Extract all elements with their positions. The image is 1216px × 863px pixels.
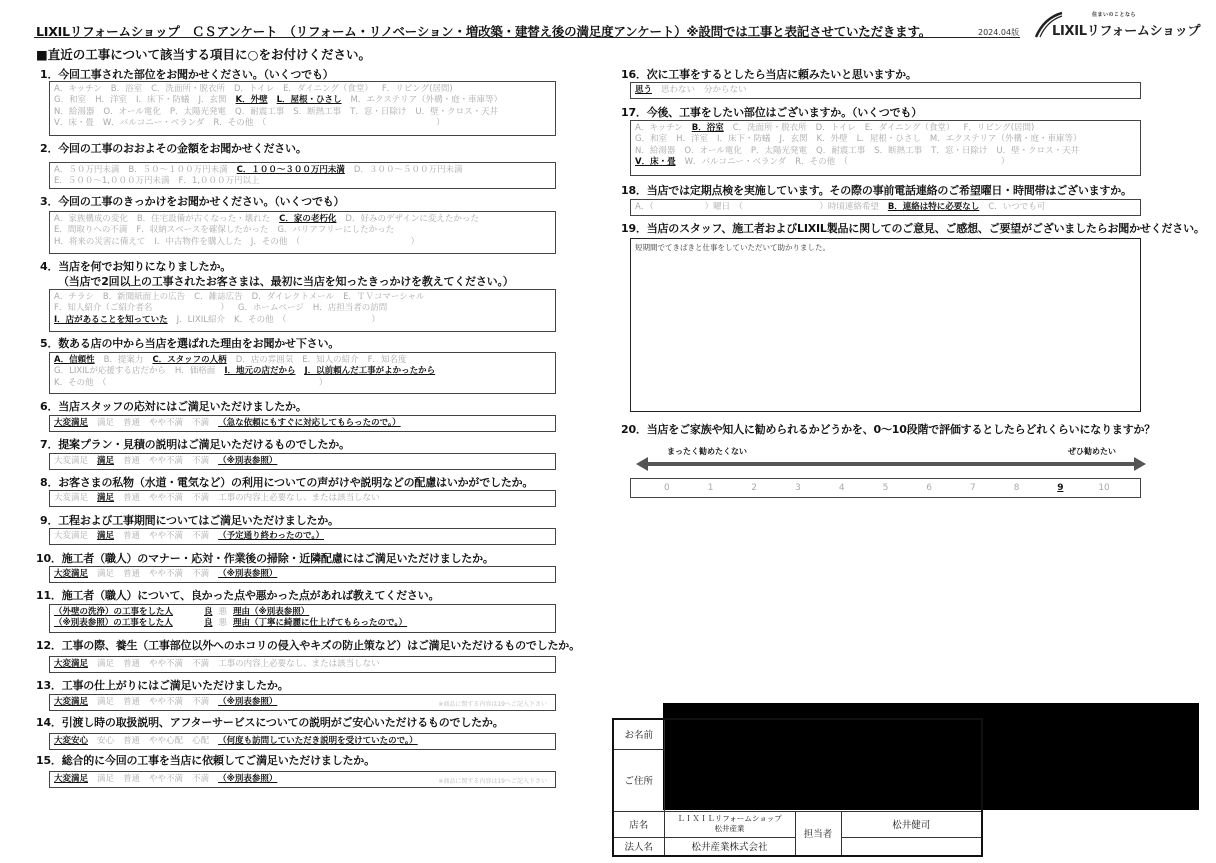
q16-options (630, 82, 1141, 99)
shop-value (664, 811, 795, 837)
option-line (54, 225, 551, 236)
option[interactable]: A．（ ）曜日 （ ）時頃連絡希望 (635, 202, 879, 212)
option[interactable]: I．床下・防蟻 (717, 134, 771, 145)
bad-option[interactable]: 悪 (218, 607, 228, 617)
option-line (635, 134, 1136, 145)
reason-text: 理由（※別表参照） (233, 607, 310, 617)
q19-answer-box[interactable] (630, 238, 1141, 412)
address-label: ご住所 (613, 749, 664, 811)
option[interactable]: 普通 (123, 418, 141, 428)
option[interactable]: D．ダイレクトメール (251, 292, 335, 302)
option-line (54, 237, 551, 248)
option-line (54, 95, 551, 106)
option[interactable]: D．トイレ (234, 84, 275, 94)
q18-options (630, 199, 1141, 216)
customer-info-table (612, 718, 983, 857)
option-line (54, 84, 551, 95)
q6-title: 6．当店スタッフの応対にはご満足いただけましたか。 (40, 400, 307, 413)
option[interactable]: E．５００～1,０００万円未満 (54, 176, 170, 187)
option[interactable]: C．洗面所・脱衣所 (151, 84, 226, 94)
option[interactable]: U．壁・クロス・天井 (996, 145, 1080, 156)
selected-option[interactable]: C．１００～３００万円未満 (236, 165, 345, 175)
option[interactable]: V．床・畳 (54, 117, 94, 128)
q2-title: 2．今回の工事のおおよその金額をお聞かせください。 (40, 142, 307, 155)
option[interactable]: 普通 (123, 456, 141, 466)
selected-option[interactable]: 満足 (97, 493, 115, 503)
option[interactable]: やや不満 (149, 569, 184, 579)
q13-title: 13．工事の仕上がりにはご満足いただけましたか。 (36, 679, 289, 692)
option[interactable]: O．オール電化 (684, 145, 742, 156)
option[interactable]: R．その他 （ ） (795, 156, 1010, 167)
option[interactable]: H．洋室 (95, 95, 127, 106)
document-title: LIXILリフォームショップ ＣＳアンケート （リフォーム・リノベーション・増改築・建替え後の満足度アンケート）※設問では工事と表記させていただきます。 (36, 24, 932, 39)
option[interactable]: A．キッチン (635, 123, 683, 133)
option[interactable]: C．雑誌広告 (194, 292, 243, 302)
scale-value-3[interactable]: 3 (795, 483, 801, 493)
option[interactable]: F．リビング(居間) (381, 84, 453, 94)
worker-row (54, 607, 551, 618)
option[interactable]: 普通 (123, 569, 141, 579)
q12-options (49, 656, 556, 673)
option[interactable]: やや不満 (149, 493, 184, 503)
worker-label: （※別表参照）の工事をした人 (54, 618, 173, 629)
q17-options (630, 120, 1141, 176)
option[interactable]: S．断熱工事 (293, 106, 342, 117)
q14-options (49, 733, 556, 750)
option[interactable]: L．屋根・ひさし (856, 134, 921, 145)
option[interactable]: J．その他 （ ） (250, 236, 420, 247)
option[interactable]: 普通 (123, 774, 141, 784)
option[interactable]: 安心 (97, 736, 115, 746)
option[interactable]: B．浴室 (110, 84, 143, 94)
scale-value-4[interactable]: 4 (838, 483, 845, 493)
option[interactable]: 不満 (192, 493, 210, 503)
option[interactable]: M．エクステリア（外構・庭・車庫等） (929, 134, 1082, 145)
version-label: 2024.04版 (978, 28, 1020, 37)
selected-option[interactable]: 大変満足 (54, 697, 89, 707)
option[interactable]: B．提案力 (103, 355, 144, 365)
comment-text: （※別表参照） (218, 456, 278, 466)
selected-option[interactable]: 満足 (97, 456, 115, 466)
corp-label: 法人名 (613, 837, 664, 856)
option[interactable]: I．床下・防蟻 (136, 95, 190, 106)
option[interactable]: F．リビング(居間) (963, 123, 1035, 133)
selected-option[interactable]: C．スタッフの人柄 (152, 355, 227, 365)
q2-options (49, 162, 556, 189)
option-line (54, 418, 551, 429)
option[interactable]: G．LIXILが応援する店だから (54, 366, 166, 377)
q10-options (49, 566, 556, 583)
option[interactable]: 満足 (97, 569, 115, 579)
good-option[interactable]: 良 (204, 607, 213, 617)
q3-options (49, 211, 556, 254)
q7-options (49, 453, 556, 470)
option-line (54, 315, 551, 326)
option[interactable]: H．将来の災害に備えて (54, 236, 146, 247)
q8-options (49, 490, 556, 507)
section-title: ■直近の工事について該当する項目に○をお付けください。 (36, 47, 371, 62)
option-line (54, 366, 551, 377)
option[interactable]: やや心配 (149, 736, 184, 746)
option[interactable]: H．洋室 (676, 134, 708, 145)
option-line (635, 202, 1136, 213)
q4-subtitle: （当店で2回以上の工事されたお客さまは、最初に当店を知ったきっかけを教えてください。） (58, 275, 514, 288)
option[interactable]: H．価格面 (174, 366, 216, 377)
option[interactable]: I．中古物件を購入した (154, 236, 242, 247)
q11-title: 11．施工者（職人）について、良かった点や悪かった点があれば教えてください。 (36, 589, 440, 602)
option[interactable]: 満足 (97, 774, 115, 784)
q9-title: 9．工程および工事期間についてはご満足いただけましたか。 (40, 514, 339, 527)
lixil-logo (1034, 10, 1201, 40)
option[interactable]: 大変満足 (54, 456, 89, 466)
selected-option[interactable]: 大変満足 (54, 418, 89, 428)
option[interactable]: 普通 (123, 736, 141, 746)
option[interactable]: K．その他 （ ） (234, 314, 380, 325)
option-line (54, 493, 551, 504)
option[interactable]: D．好みのデザインに変えたかった (345, 214, 479, 224)
option[interactable]: P．太陽光発電 (169, 106, 227, 117)
option-line (54, 118, 551, 129)
option[interactable]: W．バルコニー・ベランダ (102, 117, 205, 128)
q17-title: 17．今後、工事をしたい部位はございますか。（いくつでも） (621, 106, 923, 119)
option[interactable]: E．間取りへの不満 (54, 225, 128, 236)
option-line (635, 123, 1136, 134)
q14-title: 14．引渡し時の取扱説明、アフターサービスについての説明がご安心いただけるものでしたか。 (36, 716, 504, 729)
option[interactable]: J．玄関 (198, 95, 227, 106)
option[interactable]: 不満 (192, 531, 210, 541)
q20-title: 20．当店をご家族や知人に勧められるかどうかを、0～10段階で評価するとしたらどれくらいになりますか？ (621, 423, 1156, 436)
option-line (54, 176, 551, 187)
option[interactable]: W．バルコニー・ベランダ (684, 156, 787, 167)
selected-option[interactable]: A．信頼性 (54, 355, 95, 365)
selected-option[interactable]: K．外壁 (235, 95, 268, 106)
scale-value-1[interactable]: 1 (707, 483, 714, 493)
selected-option[interactable]: I．地元の店だから (224, 366, 296, 377)
option[interactable]: E．知人の紹介 (302, 355, 359, 365)
option-line (54, 569, 551, 580)
option[interactable]: E．ダイニング（食堂） (283, 84, 373, 94)
option[interactable]: 工事の内容上必要なし、または該当しない (218, 493, 380, 503)
scale-value-8[interactable]: 8 (1013, 483, 1020, 493)
option[interactable]: N．給湯器 (635, 145, 676, 156)
option[interactable]: 大変満足 (54, 493, 89, 503)
logo-tagline: 住まいのことなら (1092, 12, 1137, 18)
logo-name: LIXILリフォームショップ (1052, 24, 1201, 39)
shop-label: 店名 (613, 811, 664, 837)
option[interactable]: T．窓・日除け (931, 145, 988, 156)
option-line (54, 214, 551, 225)
q13-options (49, 694, 556, 711)
option[interactable]: Q．耐震工事 (235, 106, 285, 117)
scale-label-right: ぜひ勧めたい (1068, 447, 1116, 456)
selected-option[interactable]: B．連絡は特に必要なし (887, 202, 980, 212)
q1-options (49, 81, 556, 136)
good-option[interactable]: 良 (204, 618, 213, 629)
q12-title: 12．工事の際、養生（工事部位以外へのホコリの侵入やキズの防止策など）はご満足いただけるものでしたか。 (36, 639, 580, 652)
option[interactable]: 普通 (123, 659, 141, 669)
option[interactable]: やや不満 (149, 659, 184, 669)
option[interactable]: F．知人紹介（ご紹介者名 ） (54, 303, 229, 314)
option-line (635, 85, 1136, 96)
q8-title: 8．お客さまの私物（水道・電気など）の利用についての声がけや説明などの配慮はいかがでしたか。 (40, 476, 534, 489)
selected-option[interactable]: 大変満足 (54, 774, 89, 784)
bad-option[interactable]: 悪 (218, 618, 228, 629)
scale-value-2[interactable]: 2 (751, 483, 758, 493)
selected-option[interactable]: J．以前頼んだ工事がよかったから (304, 366, 436, 377)
option-line (54, 456, 551, 467)
option[interactable]: 大変満足 (54, 531, 89, 541)
note-text: ※商品に関する内容は19へご記入下さい (438, 701, 547, 708)
scale-label-left: まったく勧めたくない (667, 447, 747, 456)
option[interactable]: B．新聞紙面上の広告 (102, 292, 186, 302)
option[interactable]: J．玄関 (779, 134, 808, 145)
option[interactable]: 満足 (97, 418, 115, 428)
option[interactable]: J．LIXIL紹介 (176, 314, 225, 325)
q1-title: 1．今回工事された部位をお聞かせください。（いくつでも） (40, 68, 334, 81)
selected-option[interactable]: 思う (635, 85, 653, 95)
option-line (54, 165, 551, 176)
option[interactable]: F．1,０００万円以上 (178, 176, 260, 187)
option[interactable]: O．オール電化 (103, 106, 161, 117)
option[interactable]: T．窓・日除け (350, 106, 407, 117)
q7-title: 7．提案プラン・見積の説明はご満足いただけるものでしたか。 (40, 438, 350, 451)
selected-option[interactable]: 大変安心 (54, 736, 89, 746)
option[interactable]: 心配 (192, 736, 210, 746)
option[interactable]: K．その他 （ ） (54, 377, 328, 388)
option[interactable]: やや不満 (149, 774, 184, 784)
staff-value: 松井健司 (841, 811, 982, 837)
q16-title: 16．次に工事をするとしたら当店に頼みたいと思いますか。 (621, 68, 917, 81)
option[interactable]: 不満 (192, 659, 210, 669)
name-label: お名前 (613, 719, 664, 749)
comment-text: （予定通り終わったので。） (218, 531, 325, 541)
comment-text: （急な依頼にもすぐに対応してもらったので。） (218, 418, 401, 428)
option[interactable]: C．いつでも可 (988, 202, 1046, 212)
option[interactable]: やや不満 (149, 531, 184, 541)
q5-title: 5．数ある店の中から当店を選ばれた理由をお聞かせ下さい。 (40, 337, 340, 350)
q4-options (49, 289, 556, 332)
option[interactable]: 不満 (192, 697, 210, 707)
option[interactable]: M．エクステリア（外構・庭・車庫等） (350, 95, 503, 106)
q3-title: 3．今回の工事のきっかけをお聞かせください。（いくつでも） (40, 195, 345, 208)
selected-option[interactable]: 満足 (97, 531, 115, 541)
comment-text: （※別表参照） (218, 697, 278, 707)
q11-answers (49, 604, 556, 633)
comment-text: （※別表参照） (218, 569, 278, 579)
option[interactable]: D．３００～５００万円未満 (353, 165, 463, 175)
double-arrow-icon (636, 456, 1146, 472)
option-line (54, 355, 551, 366)
option[interactable]: 分からない (704, 85, 747, 95)
address-value (664, 749, 982, 811)
option[interactable]: A．家族構成の変化 (54, 214, 128, 224)
worker-label: （外壁の洗浄）の工事をした人 (54, 607, 174, 617)
option[interactable]: Q．耐震工事 (816, 145, 866, 156)
q10-title: 10．施工者（職人）のマナー・応対・作業後の掃除・近隣配慮にはご満足いただけましたか。 (36, 552, 494, 565)
comment-text: （何度も訪問していただき説明を受けていたので。） (218, 736, 418, 746)
option[interactable]: E．ダイニング（食堂） (864, 123, 955, 133)
selected-option[interactable]: 大変満足 (54, 659, 89, 669)
option[interactable]: G．和室 (54, 95, 87, 106)
option[interactable]: 満足 (97, 697, 115, 707)
option[interactable]: B．住宅設備が古くなった・壊れた (136, 214, 271, 224)
option[interactable]: やや不満 (149, 418, 184, 428)
scale-value-7[interactable]: 7 (970, 483, 976, 493)
q4-title: 4．当店を何でお知りになりましたか。 (40, 260, 232, 273)
option[interactable]: 満足 (97, 659, 115, 669)
option[interactable]: A．キッチン (54, 84, 102, 94)
option[interactable]: A．５０万円未満 (54, 165, 120, 175)
option[interactable]: R．その他 （ ） (213, 117, 445, 128)
q5-options (49, 352, 556, 394)
option[interactable]: K．外壁 (816, 134, 848, 145)
option[interactable]: 不満 (192, 418, 210, 428)
scale-value-6[interactable]: 6 (926, 483, 933, 493)
scale-value-5[interactable]: 5 (882, 483, 889, 493)
option[interactable]: 普通 (123, 697, 141, 707)
option-line (54, 378, 551, 389)
option[interactable]: D．トイレ (815, 123, 856, 133)
option-line (54, 292, 551, 303)
option-line (635, 157, 1136, 168)
q15-title: 15．総合的に今回の工事を当店に依頼してご満足いただけましたか。 (36, 754, 375, 767)
option[interactable]: B．５０～１００万円未満 (128, 165, 228, 175)
option[interactable]: 普通 (123, 493, 141, 503)
name-value (664, 719, 982, 749)
selected-option[interactable]: C．家の老朽化 (279, 214, 337, 224)
option-line (54, 659, 551, 670)
selected-option[interactable]: B．浴室 (691, 123, 724, 133)
staff-label: 担当者 (795, 811, 841, 856)
option-line (54, 107, 551, 118)
selected-option[interactable]: I．店があることを知っていた (54, 314, 168, 325)
shop-value-line1: ＬＩＸＩＬリフォームショップ (677, 814, 782, 823)
option[interactable]: G．バリアフリーにしたかった (277, 225, 395, 236)
scale-value-0[interactable]: 0 (663, 483, 670, 493)
q6-options (49, 415, 556, 432)
option[interactable]: 不満 (192, 569, 210, 579)
option[interactable]: P．太陽光発電 (750, 145, 808, 156)
option[interactable]: H．店担当者の訪問 (312, 303, 388, 314)
corp-value: 松井産業株式会社 (664, 837, 795, 856)
option-line (54, 303, 551, 314)
option[interactable]: U．壁・クロス・天井 (415, 106, 499, 117)
staff-value-2 (841, 837, 982, 856)
reason-text: 理由（丁寧に綺麗に仕上げてもらったので。） (233, 618, 408, 629)
selected-option[interactable]: V．床・畳 (635, 156, 676, 167)
comment-text: （※別表参照） (218, 774, 278, 784)
option[interactable]: 工事の内容上必要なし、または該当しない (218, 659, 380, 669)
option[interactable]: F．知名度 (367, 355, 407, 365)
option[interactable]: G．和室 (635, 134, 668, 145)
scale-value-9[interactable]: 9 (1057, 483, 1064, 493)
q18-title: 18．当店では定期点検を実施しています。その際の事前電話連絡のご希望曜日・時間帯はございますか。 (621, 184, 1132, 197)
option[interactable]: 不満 (192, 456, 210, 466)
shop-value-line2: 松井産業 (714, 824, 745, 833)
q9-options (49, 528, 556, 545)
q20-scale (630, 478, 1141, 498)
option[interactable]: C．洗面所・脱衣所 (732, 123, 807, 133)
selected-option[interactable]: 大変満足 (54, 569, 89, 579)
selected-option[interactable]: L．屋根・ひさし (276, 95, 342, 106)
option[interactable]: 普通 (123, 531, 141, 541)
option[interactable]: E．ＴＶコマーシャル (343, 292, 425, 302)
option[interactable]: S．断熱工事 (874, 145, 923, 156)
option[interactable]: A．チラシ (54, 292, 94, 302)
option[interactable]: やや不満 (149, 697, 184, 707)
option[interactable]: 思わない (661, 85, 696, 95)
option-line (54, 531, 551, 542)
option[interactable]: D．店の雰囲気 (235, 355, 294, 365)
q15-options (49, 771, 556, 788)
option[interactable]: やや不満 (149, 456, 184, 466)
scale-value-10[interactable]: 10 (1098, 483, 1110, 493)
option[interactable]: F．収納スペースを確保したかった (136, 225, 269, 236)
q19-title: 19．当店のスタッフ、施工者およびLIXIL製品に関してのご意見、ご感想、ご要望がございましたらお聞かせください。 (621, 222, 1205, 235)
note-text: ※商品に関する内容は19へご記入下さい (438, 778, 547, 785)
q19-answer-text: 短期間でてきぱきと仕事をしていただいて助かりました。 (635, 243, 830, 252)
option-line (54, 736, 551, 747)
option[interactable]: 不満 (192, 774, 210, 784)
worker-row (54, 618, 551, 629)
option-line (635, 146, 1136, 157)
option[interactable]: G．ホームページ (237, 303, 304, 314)
option[interactable]: N．給湯器 (54, 106, 95, 117)
